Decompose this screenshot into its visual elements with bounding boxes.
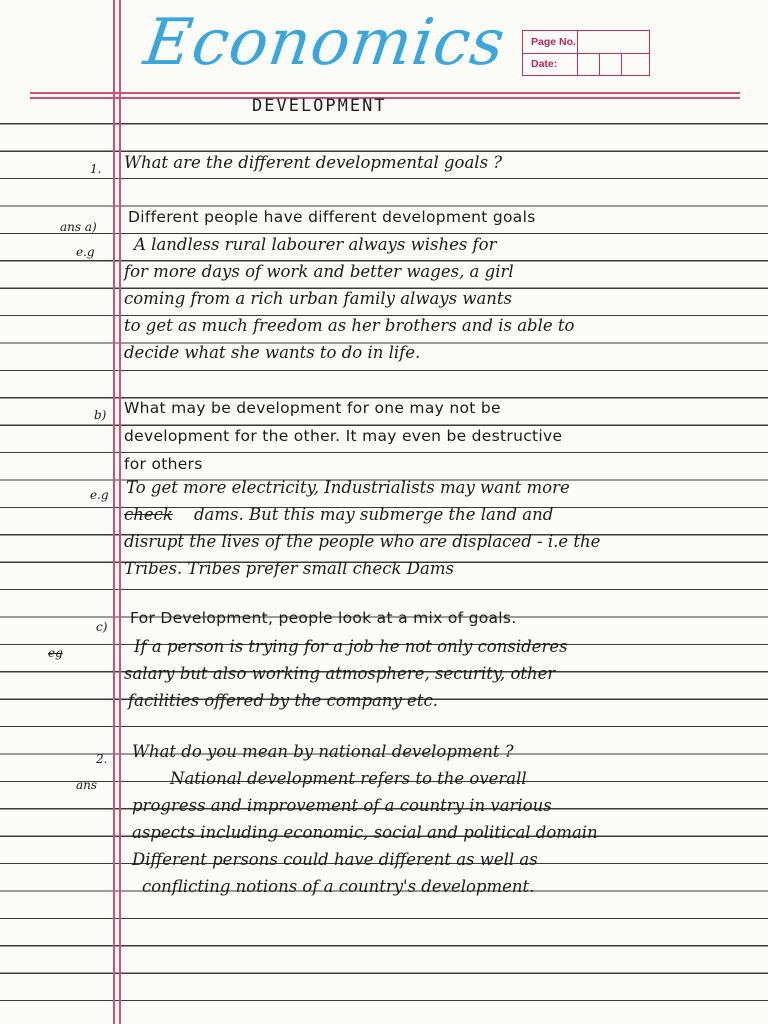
example-marker: e.g bbox=[76, 245, 95, 259]
answer-line: A landless rural labourer always wishes for bbox=[134, 235, 497, 254]
answer-line: for others bbox=[124, 455, 203, 473]
answer-line: To get more electricity, Industrialists may want more bbox=[126, 478, 570, 497]
subject-title: Economics bbox=[139, 6, 510, 80]
answer-line: conflicting notions of a country's development. bbox=[142, 877, 535, 896]
answer-line: to get as much freedom as her brothers and is able to bbox=[124, 316, 575, 335]
question-number: 2. bbox=[96, 752, 108, 766]
page-number-date-box bbox=[522, 30, 650, 76]
answer-line: progress and improvement of a country in various bbox=[132, 796, 552, 815]
answer-line: development for the other. It may even be destructive bbox=[124, 427, 563, 445]
answer-line: For Development, people look at a mix of goals. bbox=[130, 609, 517, 627]
answer-line: aspects including economic, social and political domain bbox=[132, 823, 598, 842]
answer-marker: c) bbox=[96, 620, 108, 634]
answer-line: Different people have different development goals bbox=[128, 208, 536, 226]
example-marker: e.g bbox=[90, 488, 109, 502]
answer-line: Different persons could have different as well as bbox=[132, 850, 538, 869]
answer-line: for more days of work and better wages, a girl bbox=[124, 262, 514, 281]
answer-line: coming from a rich urban family always wants bbox=[124, 289, 512, 308]
answer-line: facilities offered by the company etc. bbox=[128, 691, 438, 710]
answer-line: If a person is trying for a job he not only consideres bbox=[134, 637, 568, 656]
answer-line: What may be development for one may not be bbox=[124, 399, 501, 417]
answer-line: decide what she wants to do in life. bbox=[124, 343, 421, 362]
question-text: What are the different developmental goals ? bbox=[124, 153, 503, 172]
topic-heading: DEVELOPMENT bbox=[252, 96, 387, 116]
answer-marker: ans a) bbox=[60, 220, 97, 234]
question-text: What do you mean by national development ? bbox=[132, 742, 514, 761]
page-no-label: Page No. bbox=[531, 36, 576, 48]
struck-word: check bbox=[124, 505, 173, 524]
answer-line: Tribes. Tribes prefer small check Dams bbox=[124, 559, 454, 578]
date-label: Date: bbox=[531, 58, 558, 70]
answer-line: dams. But this may submerge the land and bbox=[194, 505, 554, 524]
header-rule-top bbox=[30, 92, 740, 94]
answer-line: National development refers to the overall bbox=[170, 769, 527, 788]
answer-marker: ans bbox=[76, 778, 98, 792]
margin-rule-right bbox=[119, 0, 121, 1024]
question-number: 1. bbox=[90, 162, 102, 176]
answer-line: salary but also working atmosphere, security, other bbox=[124, 664, 556, 683]
example-marker: eg bbox=[48, 646, 63, 660]
answer-line: disrupt the lives of the people who are displaced - i.e the bbox=[124, 532, 601, 551]
margin-rule-left bbox=[113, 0, 115, 1024]
answer-marker: b) bbox=[94, 408, 107, 422]
